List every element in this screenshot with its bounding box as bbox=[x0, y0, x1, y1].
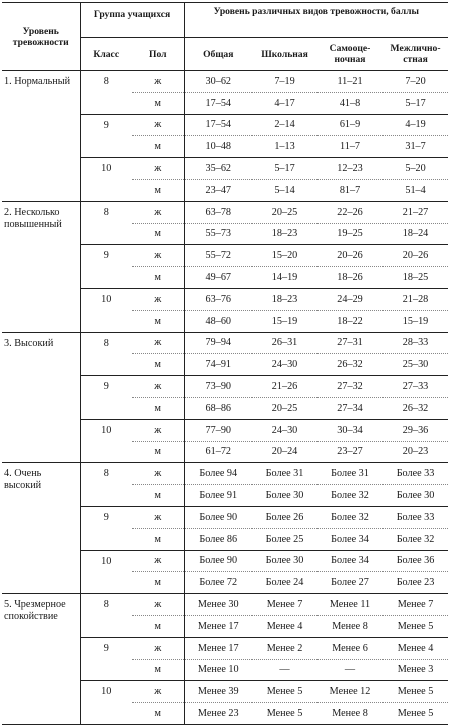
interpersonal-score: 5–20 bbox=[383, 158, 448, 180]
sex-cell: ж bbox=[132, 71, 184, 93]
self-esteem-score: Более 32 bbox=[317, 506, 383, 528]
school-score: 24–30 bbox=[252, 419, 317, 441]
level-name: 1. Нормальный bbox=[2, 71, 80, 202]
class-number: 8 bbox=[80, 201, 132, 245]
interpersonal-score: 26–32 bbox=[383, 397, 448, 419]
class-number: 9 bbox=[80, 506, 132, 550]
school-score: 20–24 bbox=[252, 441, 317, 463]
school-score: 4–17 bbox=[252, 92, 317, 114]
sex-cell: ж bbox=[132, 506, 184, 528]
school-score: 14–19 bbox=[252, 267, 317, 289]
sex-cell: м bbox=[132, 397, 184, 419]
general-score: 48–60 bbox=[184, 310, 252, 332]
class-number: 10 bbox=[80, 681, 132, 725]
sex-cell: м bbox=[132, 223, 184, 245]
class-number: 9 bbox=[80, 245, 132, 289]
anxiety-norms-table bbox=[2, 2, 448, 725]
general-score: 17–54 bbox=[184, 92, 252, 114]
school-score: — bbox=[252, 659, 317, 681]
general-score: Более 90 bbox=[184, 550, 252, 572]
general-score: Более 94 bbox=[184, 463, 252, 485]
school-score: 20–25 bbox=[252, 201, 317, 223]
header-self-esteem: Самооце-ночная bbox=[317, 38, 383, 71]
sex-cell: ж bbox=[132, 376, 184, 398]
sex-cell: м bbox=[132, 92, 184, 114]
school-score: 5–14 bbox=[252, 179, 317, 201]
interpersonal-score: Менее 5 bbox=[383, 615, 448, 637]
self-esteem-score: — bbox=[317, 659, 383, 681]
level-name: 2. Несколько повышенный bbox=[2, 201, 80, 332]
level-name: 3. Высокий bbox=[2, 332, 80, 463]
interpersonal-score: Менее 3 bbox=[383, 659, 448, 681]
class-number: 10 bbox=[80, 288, 132, 332]
school-score: 24–30 bbox=[252, 354, 317, 376]
class-number: 8 bbox=[80, 332, 132, 376]
school-score: Более 30 bbox=[252, 550, 317, 572]
table-row bbox=[2, 201, 448, 223]
interpersonal-score: 21–28 bbox=[383, 288, 448, 310]
school-score: Менее 7 bbox=[252, 594, 317, 616]
interpersonal-score: Менее 7 bbox=[383, 594, 448, 616]
school-score: Более 31 bbox=[252, 463, 317, 485]
school-score: 15–19 bbox=[252, 310, 317, 332]
interpersonal-score: 21–27 bbox=[383, 201, 448, 223]
school-score: Менее 4 bbox=[252, 615, 317, 637]
school-score: Более 25 bbox=[252, 528, 317, 550]
interpersonal-score: Менее 5 bbox=[383, 703, 448, 725]
general-score: 49–67 bbox=[184, 267, 252, 289]
general-score: Более 86 bbox=[184, 528, 252, 550]
self-esteem-score: 24–29 bbox=[317, 288, 383, 310]
header-class: Класс bbox=[80, 38, 132, 71]
sex-cell: м bbox=[132, 572, 184, 594]
self-esteem-score: 26–32 bbox=[317, 354, 383, 376]
interpersonal-score: 29–36 bbox=[383, 419, 448, 441]
sex-cell: м bbox=[132, 703, 184, 725]
sex-cell: ж bbox=[132, 288, 184, 310]
general-score: Более 91 bbox=[184, 485, 252, 507]
interpersonal-score: 51–4 bbox=[383, 179, 448, 201]
general-score: Более 72 bbox=[184, 572, 252, 594]
school-score: 15–20 bbox=[252, 245, 317, 267]
self-esteem-score: 18–22 bbox=[317, 310, 383, 332]
sex-cell: ж bbox=[132, 681, 184, 703]
self-esteem-score: 22–26 bbox=[317, 201, 383, 223]
class-number: 10 bbox=[80, 158, 132, 202]
school-score: 2–14 bbox=[252, 114, 317, 136]
table-header bbox=[2, 3, 448, 71]
class-number: 10 bbox=[80, 419, 132, 463]
header-school: Школьная bbox=[252, 38, 317, 71]
interpersonal-score: 31–7 bbox=[383, 136, 448, 158]
self-esteem-score: Более 32 bbox=[317, 485, 383, 507]
self-esteem-score: 11–21 bbox=[317, 71, 383, 93]
self-esteem-score: 20–26 bbox=[317, 245, 383, 267]
general-score: 77–90 bbox=[184, 419, 252, 441]
interpersonal-score: 4–19 bbox=[383, 114, 448, 136]
general-score: 23–47 bbox=[184, 179, 252, 201]
interpersonal-score: Более 30 bbox=[383, 485, 448, 507]
self-esteem-score: Менее 8 bbox=[317, 703, 383, 725]
school-score: 18–23 bbox=[252, 223, 317, 245]
sex-cell: ж bbox=[132, 201, 184, 223]
general-score: 73–90 bbox=[184, 376, 252, 398]
level-name: 4. Очень высокий bbox=[2, 463, 80, 594]
interpersonal-score: Более 32 bbox=[383, 528, 448, 550]
class-number: 8 bbox=[80, 463, 132, 507]
self-esteem-score: 27–31 bbox=[317, 332, 383, 354]
self-esteem-score: 81–7 bbox=[317, 179, 383, 201]
self-esteem-score: 41–8 bbox=[317, 92, 383, 114]
general-score: Более 90 bbox=[184, 506, 252, 528]
self-esteem-score: Более 27 bbox=[317, 572, 383, 594]
self-esteem-score: 18–26 bbox=[317, 267, 383, 289]
sex-cell: ж bbox=[132, 419, 184, 441]
level-name: 5. Чрезмерное спокойствие bbox=[2, 594, 80, 725]
school-score: 7–19 bbox=[252, 71, 317, 93]
self-esteem-score: Менее 8 bbox=[317, 615, 383, 637]
school-score: 26–31 bbox=[252, 332, 317, 354]
sex-cell: м bbox=[132, 354, 184, 376]
self-esteem-score: 19–25 bbox=[317, 223, 383, 245]
sex-cell: ж bbox=[132, 463, 184, 485]
sex-cell: м bbox=[132, 615, 184, 637]
sex-cell: м bbox=[132, 136, 184, 158]
self-esteem-score: Более 31 bbox=[317, 463, 383, 485]
sex-cell: ж bbox=[132, 550, 184, 572]
self-esteem-score: 11–7 bbox=[317, 136, 383, 158]
self-esteem-score: Менее 12 bbox=[317, 681, 383, 703]
self-esteem-score: 27–32 bbox=[317, 376, 383, 398]
header-interpersonal: Межлично-стная bbox=[383, 38, 448, 71]
sex-cell: м bbox=[132, 659, 184, 681]
general-score: 68–86 bbox=[184, 397, 252, 419]
sex-cell: ж bbox=[132, 158, 184, 180]
self-esteem-score: 23–27 bbox=[317, 441, 383, 463]
general-score: 55–72 bbox=[184, 245, 252, 267]
sex-cell: ж bbox=[132, 114, 184, 136]
school-score: Менее 5 bbox=[252, 681, 317, 703]
class-number: 9 bbox=[80, 114, 132, 158]
sex-cell: м bbox=[132, 441, 184, 463]
self-esteem-score: Более 34 bbox=[317, 550, 383, 572]
interpersonal-score: 20–23 bbox=[383, 441, 448, 463]
general-score: 17–54 bbox=[184, 114, 252, 136]
general-score: 61–72 bbox=[184, 441, 252, 463]
school-score: Более 24 bbox=[252, 572, 317, 594]
general-score: Менее 39 bbox=[184, 681, 252, 703]
self-esteem-score: Менее 6 bbox=[317, 637, 383, 659]
sex-cell: м bbox=[132, 528, 184, 550]
school-score: Более 26 bbox=[252, 506, 317, 528]
general-score: 79–94 bbox=[184, 332, 252, 354]
school-score: 21–26 bbox=[252, 376, 317, 398]
interpersonal-score: 25–30 bbox=[383, 354, 448, 376]
self-esteem-score: 27–34 bbox=[317, 397, 383, 419]
header-level: Уровень тревожности bbox=[2, 3, 80, 71]
general-score: Менее 30 bbox=[184, 594, 252, 616]
school-score: 1–13 bbox=[252, 136, 317, 158]
interpersonal-score: 18–25 bbox=[383, 267, 448, 289]
self-esteem-score: Более 34 bbox=[317, 528, 383, 550]
general-score: 55–73 bbox=[184, 223, 252, 245]
header-anxiety-types: Уровень различных видов тревожности, баллы bbox=[184, 3, 448, 38]
self-esteem-score: 30–34 bbox=[317, 419, 383, 441]
sex-cell: ж bbox=[132, 332, 184, 354]
table-body bbox=[2, 71, 448, 725]
general-score: Менее 10 bbox=[184, 659, 252, 681]
interpersonal-score: 20–26 bbox=[383, 245, 448, 267]
general-score: 74–91 bbox=[184, 354, 252, 376]
sex-cell: м bbox=[132, 179, 184, 201]
general-score: 35–62 bbox=[184, 158, 252, 180]
interpersonal-score: 5–17 bbox=[383, 92, 448, 114]
interpersonal-score: Более 23 bbox=[383, 572, 448, 594]
header-sex: Пол bbox=[132, 38, 184, 71]
table-row bbox=[2, 594, 448, 616]
general-score: Менее 17 bbox=[184, 637, 252, 659]
self-esteem-score: 61–9 bbox=[317, 114, 383, 136]
sex-cell: м bbox=[132, 267, 184, 289]
table-row bbox=[2, 332, 448, 354]
class-number: 8 bbox=[80, 594, 132, 638]
class-number: 9 bbox=[80, 637, 132, 681]
school-score: 5–17 bbox=[252, 158, 317, 180]
sex-cell: м bbox=[132, 485, 184, 507]
interpersonal-score: 27–33 bbox=[383, 376, 448, 398]
table-row bbox=[2, 463, 448, 485]
interpersonal-score: Менее 5 bbox=[383, 681, 448, 703]
sex-cell: ж bbox=[132, 245, 184, 267]
interpersonal-score: Более 33 bbox=[383, 463, 448, 485]
self-esteem-score: Менее 11 bbox=[317, 594, 383, 616]
interpersonal-score: Более 36 bbox=[383, 550, 448, 572]
school-score: 18–23 bbox=[252, 288, 317, 310]
general-score: Менее 17 bbox=[184, 615, 252, 637]
header-group: Группа учащихся bbox=[80, 3, 184, 38]
self-esteem-score: 12–23 bbox=[317, 158, 383, 180]
class-number: 8 bbox=[80, 71, 132, 115]
table-row bbox=[2, 71, 448, 93]
sex-cell: ж bbox=[132, 637, 184, 659]
sex-cell: ж bbox=[132, 594, 184, 616]
class-number: 10 bbox=[80, 550, 132, 594]
general-score: 10–48 bbox=[184, 136, 252, 158]
interpersonal-score: 28–33 bbox=[383, 332, 448, 354]
interpersonal-score: 15–19 bbox=[383, 310, 448, 332]
interpersonal-score: 18–24 bbox=[383, 223, 448, 245]
sex-cell: м bbox=[132, 310, 184, 332]
school-score: Менее 5 bbox=[252, 703, 317, 725]
general-score: Менее 23 bbox=[184, 703, 252, 725]
general-score: 63–76 bbox=[184, 288, 252, 310]
general-score: 30–62 bbox=[184, 71, 252, 93]
school-score: Более 30 bbox=[252, 485, 317, 507]
school-score: Менее 2 bbox=[252, 637, 317, 659]
class-number: 9 bbox=[80, 376, 132, 420]
interpersonal-score: 7–20 bbox=[383, 71, 448, 93]
interpersonal-score: Менее 4 bbox=[383, 637, 448, 659]
header-general: Общая bbox=[184, 38, 252, 71]
general-score: 63–78 bbox=[184, 201, 252, 223]
interpersonal-score: Более 33 bbox=[383, 506, 448, 528]
school-score: 20–25 bbox=[252, 397, 317, 419]
